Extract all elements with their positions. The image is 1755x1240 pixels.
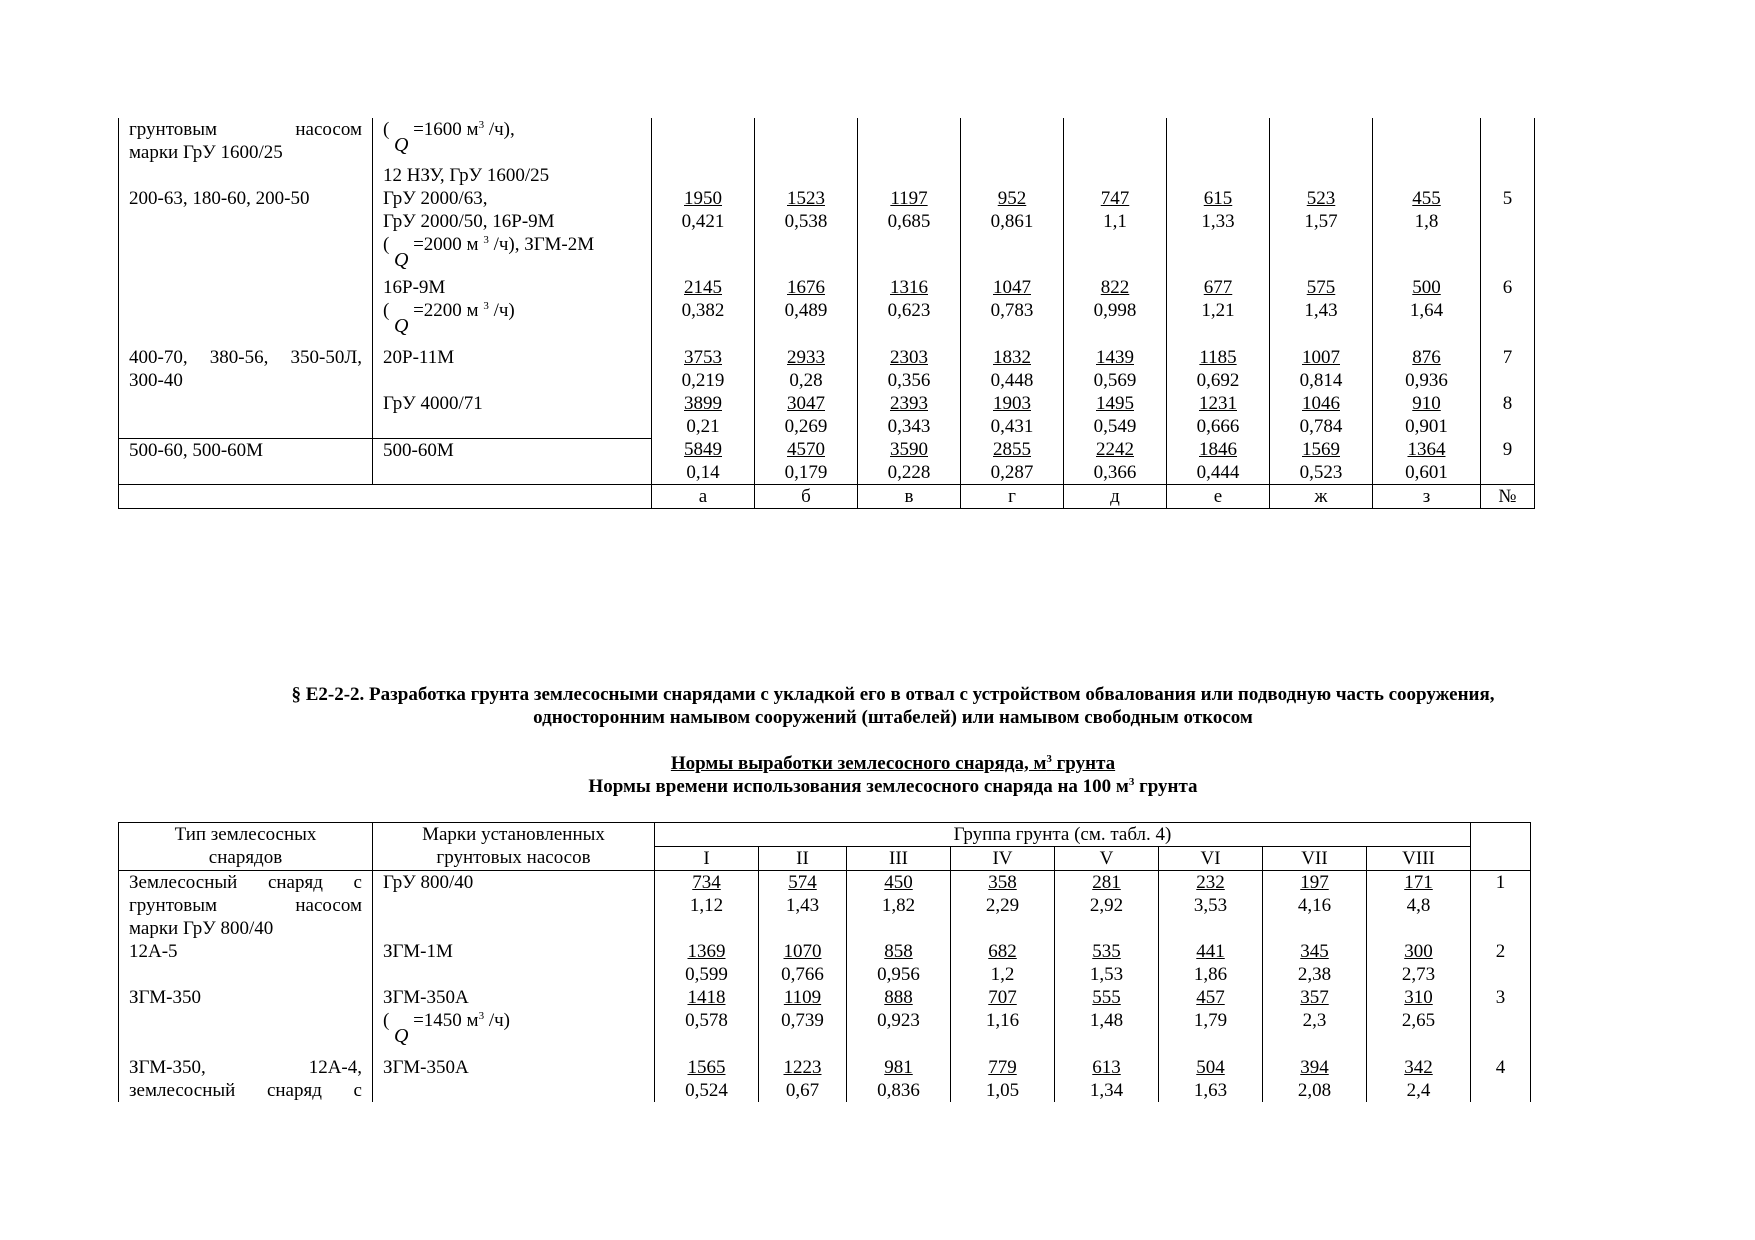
value-cell: 300 2,73: [1367, 940, 1471, 986]
value-cell: 3753 0,219: [652, 346, 755, 392]
value-cell: 535 1,53: [1055, 940, 1159, 986]
dredge-type-cell: 200-63, 180-60, 200-50: [119, 164, 373, 276]
value-cell: 677 1,21: [1167, 276, 1270, 346]
value-cell: 3047 0,269: [755, 392, 858, 438]
value-cell: 358 2,29: [951, 871, 1055, 941]
norms-output-subtitle: Нормы выработки землесосного снаряда, $м^3$ грунта: [670, 753, 1116, 774]
column-letter: д: [1064, 485, 1167, 509]
pump-brand-cell: ЗГМ-350А ( =1450 $м^3$ /ч) Q: [373, 986, 655, 1056]
value-cell: 500 1,64: [1373, 276, 1481, 346]
pump-brand-cell: 20Р-11М: [373, 346, 652, 392]
value-cell: 1950 0,421: [652, 164, 755, 276]
value-cell: 682 1,2: [951, 940, 1055, 986]
value-cell: 981 0,836: [847, 1056, 951, 1102]
value-cell: 1523 0,538: [755, 164, 858, 276]
soil-group-header: IV: [951, 847, 1055, 871]
pump-brand-cell: ГрУ 800/40: [373, 871, 655, 941]
dredge-type-cell: грунтовым насосом марки ГрУ 1600/25: [119, 118, 373, 164]
value-cell: 342 2,4: [1367, 1056, 1471, 1102]
column-header-dredge-type: Тип землесосных снарядов: [119, 823, 373, 871]
value-cell: 574 1,43: [759, 871, 847, 941]
row-number: 7: [1481, 346, 1535, 392]
pump-brand-cell: ГрУ 4000/71: [373, 392, 652, 438]
norms-time-subtitle: Нормы времени использования землесосного снаряда на 100 $м^3$ грунта: [588, 776, 1198, 797]
value-cell: 1231 0,666: [1167, 392, 1270, 438]
pump-brand-cell: ( =1600 $м^3$ /ч), Q: [373, 118, 652, 164]
column-letter: б: [755, 485, 858, 509]
value-cell: 171 4,8: [1367, 871, 1471, 941]
table-footer-row: [119, 485, 1535, 509]
value-cell: 281 2,92: [1055, 871, 1159, 941]
table-row: [119, 164, 1535, 276]
value-cell: 2855 0,287: [961, 438, 1064, 485]
dredge-type-cell: ЗГМ-350: [119, 986, 373, 1056]
value-cell: 5849 0,14: [652, 438, 755, 485]
dredge-type-cell: [119, 392, 373, 438]
value-cell: 310 2,65: [1367, 986, 1471, 1056]
q-symbol: Q: [394, 1025, 409, 1047]
dredge-type-cell: 400-70, 380-56, 350-50Л, 300-40: [119, 346, 373, 392]
column-letter: в: [858, 485, 961, 509]
value-cell: 1418 0,578: [655, 986, 759, 1056]
value-cell: 1047 0,783: [961, 276, 1064, 346]
dredge-type-cell: 500-60, 500-60М: [119, 438, 373, 485]
section-title: § Е2-2-2. Разработка грунта землесосными снарядами с укладкой его в отвал с устройством обвалования или подводную часть сооружения, односторонним намывом сооружений (штабелей) или намывом свободным откосом: [291, 684, 1495, 728]
value-cell: 615 1,33: [1167, 164, 1270, 276]
value-cell: 232 3,53: [1159, 871, 1263, 941]
value-cell: 1439 0,569: [1064, 346, 1167, 392]
value-cell: 450 1,82: [847, 871, 951, 941]
column-letter: а: [652, 485, 755, 509]
pump-brand-cell: 500-60М: [373, 438, 652, 485]
value-cell: 707 1,16: [951, 986, 1055, 1056]
q-symbol: Q: [394, 315, 409, 337]
value-cell: 1569 0,523: [1270, 438, 1373, 485]
value-cell: 1832 0,448: [961, 346, 1064, 392]
value-cell: 345 2,38: [1263, 940, 1367, 986]
soil-group-header: III: [847, 847, 951, 871]
value-cell: 1846 0,444: [1167, 438, 1270, 485]
row-number: 8: [1481, 392, 1535, 438]
value-cell: 1316 0,623: [858, 276, 961, 346]
value-cell: 1046 0,784: [1270, 392, 1373, 438]
table-row: [119, 871, 1531, 941]
value-cell: 910 0,901: [1373, 392, 1481, 438]
soil-group-header: VIII: [1367, 847, 1471, 871]
value-cell: 394 2,08: [1263, 1056, 1367, 1102]
value-cell: 1197 0,685: [858, 164, 961, 276]
table-header-row: [119, 823, 1531, 847]
value-cell: 888 0,923: [847, 986, 951, 1056]
soil-group-header: V: [1055, 847, 1159, 871]
value-cell: 1109 0,739: [759, 986, 847, 1056]
value-cell: 1070 0,766: [759, 940, 847, 986]
value-cell: 1185 0,692: [1167, 346, 1270, 392]
value-cell: 1903 0,431: [961, 392, 1064, 438]
value-cell: 734 1,12: [655, 871, 759, 941]
value-cell: 523 1,57: [1270, 164, 1373, 276]
value-cell: 504 1,63: [1159, 1056, 1263, 1102]
table-row: [119, 392, 1535, 438]
table-row: [119, 986, 1531, 1056]
value-cell: 1369 0,599: [655, 940, 759, 986]
value-cell: 2242 0,366: [1064, 438, 1167, 485]
value-cell: 357 2,3: [1263, 986, 1367, 1056]
value-cell: 1676 0,489: [755, 276, 858, 346]
value-cell: 858 0,956: [847, 940, 951, 986]
value-cell: 197 4,16: [1263, 871, 1367, 941]
table-row: [119, 438, 1535, 485]
column-number-label: №: [1481, 485, 1535, 509]
value-cell: 4570 0,179: [755, 438, 858, 485]
row-number: 9: [1481, 438, 1535, 485]
column-letter: е: [1167, 485, 1270, 509]
value-cell: 1223 0,67: [759, 1056, 847, 1102]
table-row: [119, 346, 1535, 392]
value-cell: 1495 0,549: [1064, 392, 1167, 438]
row-number: 6: [1481, 276, 1535, 346]
q-symbol: Q: [394, 249, 409, 271]
value-cell: 747 1,1: [1064, 164, 1167, 276]
value-cell: 457 1,79: [1159, 986, 1263, 1056]
column-header-pump-brands: Марки установленных грунтовых насосов: [373, 823, 655, 871]
value-cell: 575 1,43: [1270, 276, 1373, 346]
value-cell: 2933 0,28: [755, 346, 858, 392]
value-cell: 455 1,8: [1373, 164, 1481, 276]
soil-group-header: I: [655, 847, 759, 871]
table-row: [119, 118, 1535, 164]
value-cell: 876 0,936: [1373, 346, 1481, 392]
value-cell: 2393 0,343: [858, 392, 961, 438]
table-row: [119, 276, 1535, 346]
dredge-type-cell: [119, 276, 373, 346]
soil-group-header: II: [759, 847, 847, 871]
row-number: 2: [1471, 940, 1531, 986]
value-cell: 3590 0,228: [858, 438, 961, 485]
value-cell: 822 0,998: [1064, 276, 1167, 346]
pump-brand-cell: ЗГМ-350А: [373, 1056, 655, 1102]
dredge-type-cell: Землесосный снаряд с грунтовым насосом марки ГрУ 800/40: [119, 871, 373, 941]
column-letter: г: [961, 485, 1064, 509]
value-cell: 2145 0,382: [652, 276, 755, 346]
column-header-soil-group: Группа грунта (см. табл. 4): [655, 823, 1471, 847]
value-cell: 1565 0,524: [655, 1056, 759, 1102]
row-number: 3: [1471, 986, 1531, 1056]
value-cell: 1364 0,601: [1373, 438, 1481, 485]
pump-brand-cell: 16Р-9М ( =2200 м $^3$ /ч) Q: [373, 276, 652, 346]
value-cell: 3899 0,21: [652, 392, 755, 438]
column-letter: з: [1373, 485, 1481, 509]
row-number: 4: [1471, 1056, 1531, 1102]
row-number: 5: [1481, 164, 1535, 276]
value-cell: 441 1,86: [1159, 940, 1263, 986]
norms-table-e2-2-2: [118, 822, 1531, 1102]
soil-group-header: VII: [1263, 847, 1367, 871]
pump-brand-cell: ЗГМ-1М: [373, 940, 655, 986]
soil-group-header: VI: [1159, 847, 1263, 871]
dredge-type-cell: ЗГМ-350, 12А-4, землесосный снаряд с: [119, 1056, 373, 1102]
value-cell: 555 1,48: [1055, 986, 1159, 1056]
dredge-type-cell: 12А-5: [119, 940, 373, 986]
value-cell: 613 1,34: [1055, 1056, 1159, 1102]
value-cell: 2303 0,356: [858, 346, 961, 392]
value-cell: 1007 0,814: [1270, 346, 1373, 392]
table-row: [119, 1056, 1531, 1102]
table-row: [119, 940, 1531, 986]
column-letter: ж: [1270, 485, 1373, 509]
pump-brand-cell: 12 НЗУ, ГрУ 1600/25 ГрУ 2000/63, ГрУ 2000/50, 16Р-9М ( =2000 м $^3$ /ч), ЗГМ-2М Q: [373, 164, 652, 276]
norms-table-continuation: [118, 118, 1535, 509]
value-cell: 779 1,05: [951, 1056, 1055, 1102]
q-symbol: Q: [394, 134, 409, 156]
value-cell: 952 0,861: [961, 164, 1064, 276]
row-number: 1: [1471, 871, 1531, 941]
